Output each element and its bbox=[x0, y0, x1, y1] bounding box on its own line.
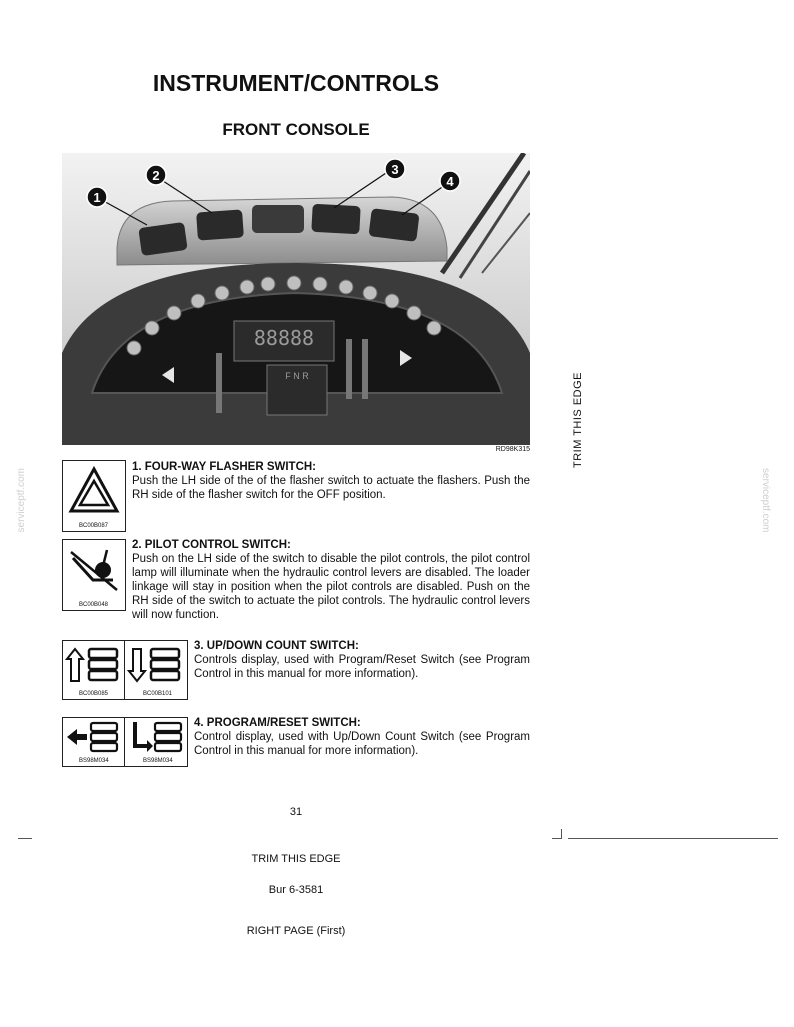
callout-4 bbox=[440, 171, 460, 191]
page-number: 31 bbox=[289, 806, 303, 818]
item-body: Push the LH side of the of the flasher switch to actuate the flashers. Push the RH side of the flasher switch for the OFF position. bbox=[132, 475, 530, 501]
watermark-right: serviceptf.com bbox=[760, 468, 771, 533]
item-flasher-switch bbox=[132, 460, 530, 502]
section-title: FRONT CONSOLE bbox=[222, 120, 370, 139]
count-down-icon-box bbox=[124, 640, 188, 700]
svg-text:4: 4 bbox=[446, 174, 454, 189]
flasher-icon-box bbox=[62, 460, 126, 532]
trim-rule-left bbox=[18, 838, 32, 839]
icon-code: BS98M034 bbox=[79, 758, 109, 764]
trim-rule-right bbox=[568, 838, 778, 839]
callout-2 bbox=[146, 165, 166, 185]
lcd-digits: 88888 bbox=[253, 326, 315, 350]
watermark-left: serviceptf.com bbox=[16, 468, 27, 533]
count-down-icon bbox=[125, 641, 187, 687]
icon-code: BC00B101 bbox=[143, 691, 173, 697]
reset-icon-box bbox=[124, 717, 188, 767]
callout-3 bbox=[385, 159, 405, 179]
program-icon bbox=[63, 718, 125, 756]
callout-1 bbox=[87, 187, 107, 207]
icon-code: BC00B048 bbox=[79, 602, 109, 608]
svg-text:2: 2 bbox=[152, 168, 160, 183]
icon-code: BS98M034 bbox=[143, 758, 173, 764]
icon-code: BC00B085 bbox=[79, 691, 109, 697]
item-heading: 3. UP/DOWN COUNT SWITCH: bbox=[194, 640, 359, 652]
hazard-triangle-icon bbox=[63, 461, 125, 519]
gear-letters: F N R bbox=[285, 371, 309, 381]
count-up-icon-box bbox=[62, 640, 126, 700]
item-body: Push on the LH side of the switch to disable the pilot controls, the pilot control lamp will illuminate when the hydraulic control levers are disabled. The loader linkage will stay in position when the pilot controls are disabled. Push on the RH side of the switch to actuate the pilot controls. The hydraulic control levers will now function. bbox=[132, 553, 530, 621]
reset-icon bbox=[125, 718, 187, 756]
console-illustration bbox=[62, 153, 530, 445]
footer-doc-code: Bur 6-3581 bbox=[268, 884, 324, 896]
item-heading: 4. PROGRAM/RESET SWITCH: bbox=[194, 717, 361, 729]
item-up-down-count-switch bbox=[194, 639, 530, 681]
pilot-control-disabled-icon bbox=[63, 540, 125, 598]
item-body: Controls display, used with Program/Reset Switch (see Program Control in this manual for more information). bbox=[194, 654, 530, 680]
trim-edge-side-label: TRIM THIS EDGE bbox=[572, 372, 584, 469]
photo-code: RD98K315 bbox=[495, 446, 530, 453]
program-icon-box bbox=[62, 717, 126, 767]
footer-page-position: RIGHT PAGE (First) bbox=[246, 925, 346, 937]
item-program-reset-switch bbox=[194, 716, 530, 758]
footer-trim-label: TRIM THIS EDGE bbox=[251, 853, 341, 865]
item-body: Control display, used with Up/Down Count Switch (see Program Control in this manual for more information). bbox=[194, 731, 530, 757]
svg-text:1: 1 bbox=[93, 190, 101, 205]
item-pilot-control-switch bbox=[132, 538, 530, 622]
count-up-icon bbox=[63, 641, 125, 687]
page-title: INSTRUMENT/CONTROLS bbox=[152, 70, 440, 96]
icon-code: BC00B087 bbox=[79, 523, 109, 529]
item-heading: 1. FOUR-WAY FLASHER SWITCH: bbox=[132, 461, 317, 473]
svg-text:3: 3 bbox=[391, 162, 399, 177]
item-heading: 2. PILOT CONTROL SWITCH: bbox=[132, 539, 291, 551]
console-photo bbox=[62, 153, 530, 445]
pilot-icon-box bbox=[62, 539, 126, 611]
trim-corner-mark-vertical bbox=[561, 829, 562, 839]
